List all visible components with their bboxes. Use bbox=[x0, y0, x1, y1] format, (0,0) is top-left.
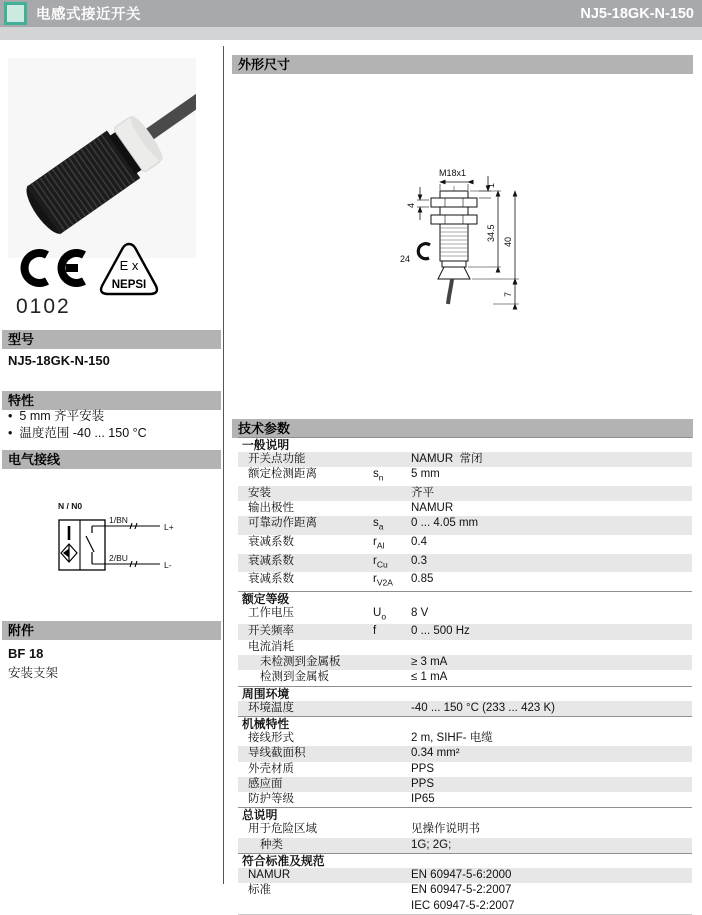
spec-label: NAMUR bbox=[248, 869, 291, 882]
spec-table bbox=[238, 437, 692, 915]
nepsi-ex-logo bbox=[94, 240, 164, 307]
spec-symbol bbox=[373, 640, 411, 655]
spec-value: 见操作说明书 bbox=[411, 823, 480, 836]
wire2-label: 2/BU bbox=[109, 553, 128, 563]
spec-label: 导线截面积 bbox=[248, 747, 306, 760]
spec-label: 开关点功能 bbox=[248, 453, 306, 465]
wiring-function-label: N / N0 bbox=[58, 501, 83, 511]
spec-value: NAMUR 常闭 bbox=[411, 453, 483, 465]
spec-row bbox=[238, 554, 692, 573]
spec-section-title: 符合标准及规范 bbox=[238, 853, 692, 868]
accessory-name: BF 18 bbox=[8, 646, 44, 661]
spec-row bbox=[238, 777, 692, 792]
namur-sensor-symbol bbox=[61, 544, 77, 562]
spec-label: 输出极性 bbox=[248, 502, 294, 515]
nepsi-label: NEPSI bbox=[111, 279, 147, 291]
dim-1-label: 1 bbox=[486, 182, 496, 188]
spec-row bbox=[238, 535, 692, 554]
spec-symbol bbox=[373, 670, 411, 685]
spec-symbol bbox=[373, 762, 411, 777]
spec-value: ≤ 1 mA bbox=[411, 671, 448, 684]
spec-row bbox=[238, 762, 692, 777]
spec-row bbox=[238, 746, 692, 761]
spec-row bbox=[238, 792, 692, 807]
header-substrip bbox=[0, 27, 702, 40]
spec-row bbox=[238, 655, 692, 670]
spec-label: 感应面 bbox=[248, 777, 283, 790]
spec-symbol bbox=[373, 868, 411, 883]
spec-symbol bbox=[373, 731, 411, 746]
page-header bbox=[0, 0, 702, 27]
spec-row bbox=[238, 606, 692, 625]
spec-row bbox=[238, 467, 692, 486]
terminal1-label: L+ bbox=[164, 522, 174, 532]
spec-section-title: 周围环境 bbox=[238, 686, 692, 701]
spec-value: 0.4 bbox=[411, 536, 427, 549]
spec-row bbox=[238, 670, 692, 685]
spec-value: EN 60947-5-6:2000 bbox=[411, 869, 512, 882]
spec-row bbox=[238, 838, 692, 853]
spec-value: EN 60947-5-2:2007 IEC 60947-5-2:2007 bbox=[411, 884, 515, 912]
nepsi-triangle-icon bbox=[94, 240, 164, 302]
spec-symbol bbox=[373, 486, 411, 501]
spec-value: 1G; 2G; bbox=[411, 838, 452, 851]
spec-value: 0.34 mm² bbox=[411, 747, 460, 760]
spec-label: 种类 bbox=[260, 838, 283, 851]
spec-value: IP65 bbox=[411, 793, 435, 806]
spec-label: 未检测到金属板 bbox=[260, 656, 341, 669]
spec-symbol bbox=[373, 838, 411, 853]
spec-symbol: $U_o$ bbox=[373, 606, 387, 622]
spec-symbol: $r_{Cu}$ bbox=[373, 554, 388, 569]
spec-symbol bbox=[373, 883, 411, 914]
spec-label: 标准 bbox=[248, 884, 271, 897]
spec-symbol bbox=[373, 822, 411, 837]
spec-symbol: $r_{Al}$ bbox=[373, 536, 385, 551]
spec-value: 5 mm bbox=[411, 468, 440, 481]
spec-symbol: f bbox=[373, 625, 377, 638]
spec-label: 开关频率 bbox=[248, 625, 294, 638]
dim-40-label: 40 bbox=[503, 236, 513, 247]
spec-row bbox=[238, 452, 692, 467]
spec-row bbox=[238, 731, 692, 746]
accessory-description: 安装支架 bbox=[8, 666, 59, 680]
feature-item: • 温度范围 -40 ... 150 °C bbox=[8, 425, 147, 442]
section-dimensions-heading: 外形尺寸 bbox=[232, 55, 693, 74]
spec-symbol: $r_{V2A}$ bbox=[373, 573, 393, 588]
spec-row bbox=[238, 701, 692, 716]
spec-row bbox=[238, 868, 692, 883]
ex-label: E x bbox=[119, 258, 139, 273]
wiring-diagram bbox=[52, 495, 182, 588]
spec-label: 安装 bbox=[248, 486, 271, 499]
spec-value: 齐平 bbox=[411, 486, 434, 499]
dim-4-label: 4 bbox=[406, 202, 416, 208]
spec-symbol bbox=[373, 452, 411, 467]
spec-value: 2 m, SIHF- 电缆 bbox=[411, 731, 493, 744]
spec-section-title: 总说明 bbox=[238, 807, 692, 822]
spec-section-title: 一般说明 bbox=[238, 437, 692, 452]
spec-value: 0 ... 4.05 mm bbox=[411, 517, 479, 530]
spec-value: -40 ... 150 °C (233 ... 423 K) bbox=[411, 701, 555, 714]
spec-label: 用于危险区域 bbox=[248, 823, 317, 836]
section-specs-heading: 技术参数 bbox=[232, 419, 693, 438]
ce-mark-block bbox=[16, 247, 96, 319]
wiring-diagram-drawing bbox=[52, 495, 182, 583]
feature-item: • 5 mm 齐平安装 bbox=[8, 408, 147, 425]
ce-mark-icon bbox=[16, 247, 96, 289]
spec-label: 防护等级 bbox=[248, 793, 294, 806]
spec-section-title: 额定等级 bbox=[238, 591, 692, 606]
spec-symbol bbox=[373, 777, 411, 792]
spec-row bbox=[238, 883, 692, 914]
spec-symbol bbox=[373, 792, 411, 807]
spec-value: 0.3 bbox=[411, 554, 427, 567]
sensor-photo-illustration bbox=[8, 58, 196, 258]
spec-section-title: 机械特性 bbox=[238, 716, 692, 731]
product-category-title: 电感式接近开关 bbox=[36, 7, 141, 23]
spec-symbol bbox=[373, 746, 411, 761]
dimension-drawing bbox=[393, 158, 548, 315]
product-model-title: NJ5-18GK-N-150 bbox=[580, 5, 694, 22]
wire1-label: 1/BN bbox=[109, 515, 128, 525]
spec-label: 衰减系数 bbox=[248, 573, 294, 586]
spec-label: 外壳材质 bbox=[248, 762, 294, 775]
model-number: NJ5-18GK-N-150 bbox=[8, 353, 110, 368]
spec-symbol: $s_a$ bbox=[373, 517, 384, 532]
spec-symbol bbox=[373, 501, 411, 516]
spec-row bbox=[238, 572, 692, 591]
features-list bbox=[8, 408, 147, 442]
section-connection-heading: 电气接线 bbox=[2, 450, 221, 469]
spec-row bbox=[238, 501, 692, 516]
spec-row bbox=[238, 486, 692, 501]
spec-label: 电流消耗 bbox=[248, 640, 294, 653]
product-photo bbox=[8, 58, 196, 258]
dim-345-label: 34.5 bbox=[486, 224, 496, 242]
spec-row bbox=[238, 822, 692, 837]
dimension-drawing-svg bbox=[393, 158, 548, 310]
spec-value: PPS bbox=[411, 762, 435, 775]
spec-symbol bbox=[373, 655, 411, 670]
wrench-size-label: 24 bbox=[400, 254, 411, 264]
spec-label: 接线形式 bbox=[248, 731, 294, 744]
spec-label: 额定检测距离 bbox=[248, 468, 317, 481]
spec-label: 可靠动作距离 bbox=[248, 517, 317, 530]
spec-value: 8 V bbox=[411, 606, 429, 619]
thread-dimension-label: M18x1 bbox=[439, 168, 467, 178]
spec-symbol bbox=[373, 701, 411, 716]
terminal2-label: L- bbox=[164, 560, 172, 570]
spec-value: 0.85 bbox=[411, 573, 434, 586]
section-features-heading: 特性 bbox=[2, 391, 221, 410]
spec-label: 环境温度 bbox=[248, 701, 294, 714]
column-divider bbox=[223, 46, 224, 884]
spec-row bbox=[238, 640, 692, 655]
spec-value: ≥ 3 mA bbox=[411, 656, 448, 669]
spec-value: PPS bbox=[411, 777, 435, 790]
spec-value: 0 ... 500 Hz bbox=[411, 625, 470, 638]
spec-value: NAMUR bbox=[411, 502, 454, 515]
cable-drawing bbox=[448, 279, 452, 304]
spec-row bbox=[238, 516, 692, 535]
switch-contact-symbol bbox=[86, 526, 94, 564]
dim-7-label: 7 bbox=[503, 291, 513, 297]
section-accessories-heading: 附件 bbox=[2, 621, 221, 640]
section-model-heading: 型号 bbox=[2, 330, 221, 349]
spec-row bbox=[238, 624, 692, 639]
spec-label: 检测到金属板 bbox=[260, 671, 329, 684]
spec-label: 衰减系数 bbox=[248, 536, 294, 549]
brand-icon bbox=[4, 2, 27, 25]
notified-body-number: 0102 bbox=[16, 295, 71, 318]
spec-symbol: $s_n$ bbox=[373, 468, 384, 483]
spec-label: 衰减系数 bbox=[248, 554, 294, 567]
spec-label: 工作电压 bbox=[248, 606, 294, 619]
wrench-icon bbox=[418, 244, 430, 259]
spec-value bbox=[411, 640, 692, 655]
